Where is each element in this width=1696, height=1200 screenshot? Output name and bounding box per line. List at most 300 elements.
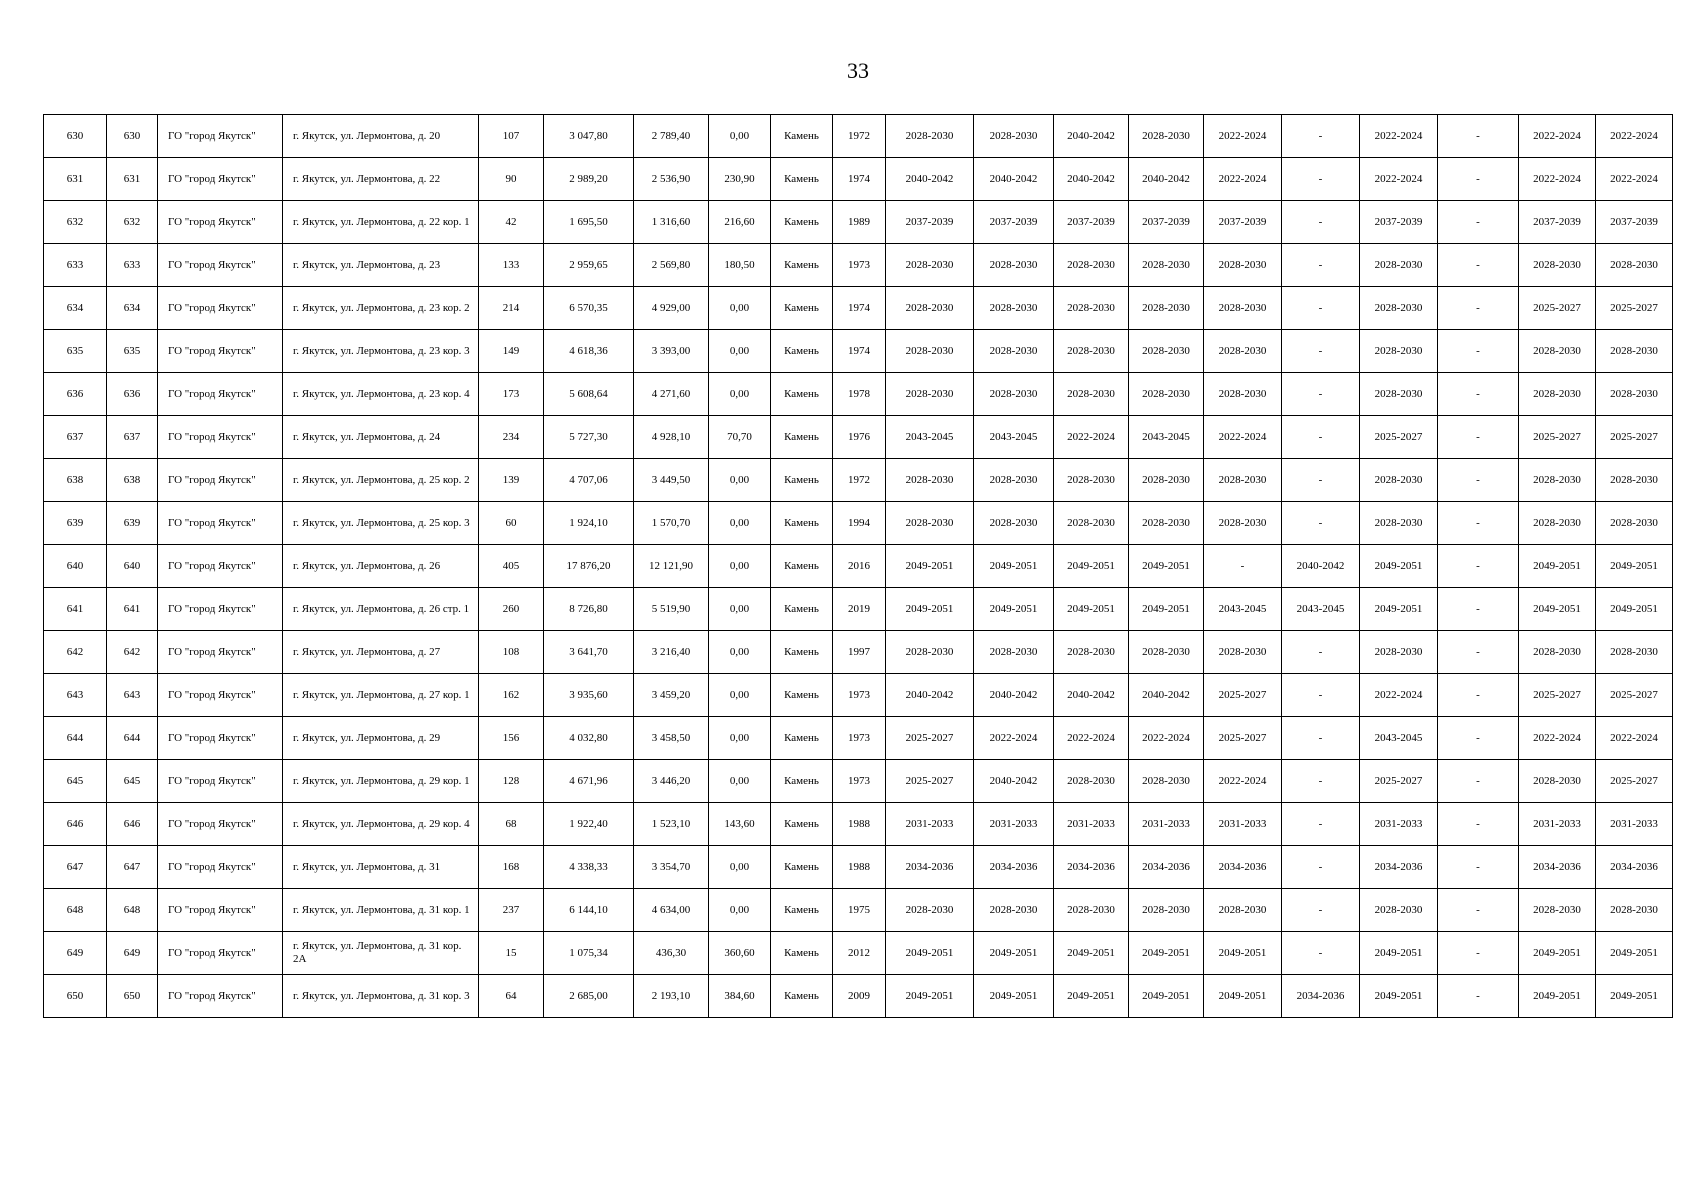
cell-wall-material: Камень: [771, 115, 833, 158]
table-row: [44, 760, 1673, 803]
cell-period-6: -: [1282, 201, 1360, 244]
cell-period-2: 2049-2051: [974, 588, 1054, 631]
cell-living-area: 2 789,40: [634, 115, 709, 158]
table-row: [44, 932, 1673, 975]
cell-period-8: -: [1438, 631, 1519, 674]
cell-nonresidential-area: 0,00: [709, 115, 771, 158]
cell-wall-material: Камень: [771, 717, 833, 760]
cell-period-5: 2028-2030: [1204, 244, 1282, 287]
cell-build-year: 2019: [833, 588, 886, 631]
cell-period-3: 2022-2024: [1054, 416, 1129, 459]
cell-period-3: 2028-2030: [1054, 760, 1129, 803]
table-row: [44, 287, 1673, 330]
cell-build-year: 2009: [833, 975, 886, 1018]
cell-period-6: -: [1282, 889, 1360, 932]
cell-period-6: -: [1282, 158, 1360, 201]
cell-nonresidential-area: 0,00: [709, 287, 771, 330]
cell-period-2: 2028-2030: [974, 287, 1054, 330]
cell-period-8: -: [1438, 760, 1519, 803]
cell-period-5: 2034-2036: [1204, 846, 1282, 889]
cell-period-10: 2049-2051: [1596, 545, 1673, 588]
table-row: [44, 373, 1673, 416]
cell-period-1: 2028-2030: [886, 373, 974, 416]
cell-period-5: 2028-2030: [1204, 373, 1282, 416]
cell-period-3: 2028-2030: [1054, 330, 1129, 373]
cell-wall-material: Камень: [771, 416, 833, 459]
cell-house-id: 631: [107, 158, 158, 201]
cell-period-10: 2025-2027: [1596, 674, 1673, 717]
cell-period-7: 2028-2030: [1360, 631, 1438, 674]
cell-build-year: 1978: [833, 373, 886, 416]
cell-period-7: 2049-2051: [1360, 975, 1438, 1018]
cell-period-2: 2022-2024: [974, 717, 1054, 760]
cell-period-9: 2049-2051: [1519, 975, 1596, 1018]
cell-period-7: 2049-2051: [1360, 932, 1438, 975]
cell-residents: 15: [479, 932, 544, 975]
cell-period-5: 2028-2030: [1204, 889, 1282, 932]
cell-period-2: 2028-2030: [974, 502, 1054, 545]
cell-period-6: -: [1282, 631, 1360, 674]
cell-period-1: 2025-2027: [886, 760, 974, 803]
cell-period-6: -: [1282, 760, 1360, 803]
cell-total-area: 1 695,50: [544, 201, 634, 244]
cell-period-10: 2025-2027: [1596, 287, 1673, 330]
cell-owner: ГО "город Якутск": [158, 373, 283, 416]
cell-house-id: 642: [107, 631, 158, 674]
cell-living-area: 2 193,10: [634, 975, 709, 1018]
cell-total-area: 3 641,70: [544, 631, 634, 674]
cell-period-5: 2049-2051: [1204, 975, 1282, 1018]
cell-nonresidential-area: 0,00: [709, 889, 771, 932]
cell-period-4: 2028-2030: [1129, 760, 1204, 803]
cell-period-6: -: [1282, 459, 1360, 502]
cell-period-9: 2022-2024: [1519, 717, 1596, 760]
cell-row-number: 643: [44, 674, 107, 717]
cell-build-year: 1974: [833, 287, 886, 330]
cell-period-1: 2028-2030: [886, 502, 974, 545]
cell-nonresidential-area: 0,00: [709, 760, 771, 803]
cell-period-10: 2025-2027: [1596, 416, 1673, 459]
cell-wall-material: Камень: [771, 201, 833, 244]
cell-row-number: 640: [44, 545, 107, 588]
cell-row-number: 631: [44, 158, 107, 201]
cell-period-7: 2049-2051: [1360, 545, 1438, 588]
cell-row-number: 642: [44, 631, 107, 674]
cell-period-8: -: [1438, 158, 1519, 201]
cell-period-7: 2028-2030: [1360, 459, 1438, 502]
cell-period-1: 2043-2045: [886, 416, 974, 459]
cell-period-7: 2025-2027: [1360, 416, 1438, 459]
cell-period-4: 2022-2024: [1129, 717, 1204, 760]
cell-period-9: 2028-2030: [1519, 373, 1596, 416]
cell-total-area: 5 727,30: [544, 416, 634, 459]
cell-house-id: 648: [107, 889, 158, 932]
cell-period-4: 2037-2039: [1129, 201, 1204, 244]
cell-living-area: 1 570,70: [634, 502, 709, 545]
cell-address: г. Якутск, ул. Лермонтова, д. 31 кор. 3: [283, 975, 479, 1018]
cell-period-4: 2028-2030: [1129, 287, 1204, 330]
cell-residents: 64: [479, 975, 544, 1018]
cell-owner: ГО "город Якутск": [158, 416, 283, 459]
cell-living-area: 3 216,40: [634, 631, 709, 674]
cell-period-1: 2028-2030: [886, 459, 974, 502]
table-row: [44, 588, 1673, 631]
cell-period-4: 2049-2051: [1129, 545, 1204, 588]
cell-residents: 139: [479, 459, 544, 502]
cell-owner: ГО "город Якутск": [158, 158, 283, 201]
cell-total-area: 17 876,20: [544, 545, 634, 588]
cell-period-7: 2037-2039: [1360, 201, 1438, 244]
cell-living-area: 3 458,50: [634, 717, 709, 760]
cell-living-area: 4 271,60: [634, 373, 709, 416]
cell-period-10: 2049-2051: [1596, 588, 1673, 631]
cell-address: г. Якутск, ул. Лермонтова, д. 20: [283, 115, 479, 158]
cell-period-1: 2034-2036: [886, 846, 974, 889]
cell-residents: 68: [479, 803, 544, 846]
cell-period-3: 2049-2051: [1054, 975, 1129, 1018]
cell-owner: ГО "город Якутск": [158, 545, 283, 588]
table-row: [44, 545, 1673, 588]
cell-wall-material: Камень: [771, 158, 833, 201]
cell-build-year: 1974: [833, 330, 886, 373]
cell-nonresidential-area: 180,50: [709, 244, 771, 287]
cell-house-id: 632: [107, 201, 158, 244]
cell-period-9: 2028-2030: [1519, 330, 1596, 373]
cell-period-9: 2031-2033: [1519, 803, 1596, 846]
cell-period-4: 2049-2051: [1129, 932, 1204, 975]
cell-period-8: -: [1438, 588, 1519, 631]
cell-period-5: 2022-2024: [1204, 115, 1282, 158]
cell-wall-material: Камень: [771, 803, 833, 846]
cell-wall-material: Камень: [771, 545, 833, 588]
cell-total-area: 1 922,40: [544, 803, 634, 846]
cell-address: г. Якутск, ул. Лермонтова, д. 25 кор. 3: [283, 502, 479, 545]
cell-period-3: 2049-2051: [1054, 932, 1129, 975]
cell-period-6: -: [1282, 287, 1360, 330]
cell-period-1: 2031-2033: [886, 803, 974, 846]
cell-living-area: 1 523,10: [634, 803, 709, 846]
cell-period-8: -: [1438, 889, 1519, 932]
cell-build-year: 2016: [833, 545, 886, 588]
cell-build-year: 1988: [833, 803, 886, 846]
cell-build-year: 1973: [833, 674, 886, 717]
cell-row-number: 647: [44, 846, 107, 889]
table-row: [44, 803, 1673, 846]
cell-build-year: 1973: [833, 244, 886, 287]
cell-period-5: -: [1204, 545, 1282, 588]
cell-build-year: 1994: [833, 502, 886, 545]
cell-residents: 162: [479, 674, 544, 717]
cell-period-9: 2034-2036: [1519, 846, 1596, 889]
cell-period-7: 2022-2024: [1360, 158, 1438, 201]
cell-period-10: 2028-2030: [1596, 502, 1673, 545]
table-row: [44, 674, 1673, 717]
cell-owner: ГО "город Якутск": [158, 760, 283, 803]
cell-period-9: 2022-2024: [1519, 115, 1596, 158]
cell-period-1: 2040-2042: [886, 158, 974, 201]
cell-address: г. Якутск, ул. Лермонтова, д. 31: [283, 846, 479, 889]
cell-period-9: 2022-2024: [1519, 158, 1596, 201]
cell-total-area: 6 570,35: [544, 287, 634, 330]
cell-residents: 107: [479, 115, 544, 158]
cell-total-area: 6 144,10: [544, 889, 634, 932]
cell-house-id: 641: [107, 588, 158, 631]
cell-period-9: 2028-2030: [1519, 459, 1596, 502]
cell-period-2: 2034-2036: [974, 846, 1054, 889]
cell-living-area: 3 354,70: [634, 846, 709, 889]
cell-nonresidential-area: 384,60: [709, 975, 771, 1018]
cell-address: г. Якутск, ул. Лермонтова, д. 23 кор. 2: [283, 287, 479, 330]
cell-period-7: 2025-2027: [1360, 760, 1438, 803]
cell-period-3: 2028-2030: [1054, 244, 1129, 287]
cell-house-id: 639: [107, 502, 158, 545]
cell-period-9: 2025-2027: [1519, 287, 1596, 330]
cell-period-5: 2025-2027: [1204, 717, 1282, 760]
cell-row-number: 648: [44, 889, 107, 932]
cell-period-9: 2028-2030: [1519, 889, 1596, 932]
cell-living-area: 5 519,90: [634, 588, 709, 631]
cell-total-area: 4 338,33: [544, 846, 634, 889]
cell-address: г. Якутск, ул. Лермонтова, д. 23: [283, 244, 479, 287]
cell-wall-material: Камень: [771, 889, 833, 932]
cell-living-area: 12 121,90: [634, 545, 709, 588]
cell-period-9: 2049-2051: [1519, 932, 1596, 975]
table-row: [44, 502, 1673, 545]
cell-row-number: 637: [44, 416, 107, 459]
cell-period-1: 2049-2051: [886, 975, 974, 1018]
cell-period-8: -: [1438, 846, 1519, 889]
cell-address: г. Якутск, ул. Лермонтова, д. 27: [283, 631, 479, 674]
cell-row-number: 639: [44, 502, 107, 545]
cell-address: г. Якутск, ул. Лермонтова, д. 29 кор. 1: [283, 760, 479, 803]
cell-period-4: 2028-2030: [1129, 373, 1204, 416]
cell-nonresidential-area: 0,00: [709, 545, 771, 588]
cell-period-6: -: [1282, 803, 1360, 846]
cell-living-area: 3 449,50: [634, 459, 709, 502]
cell-owner: ГО "город Якутск": [158, 803, 283, 846]
cell-period-8: -: [1438, 330, 1519, 373]
cell-period-6: -: [1282, 244, 1360, 287]
cell-house-id: 637: [107, 416, 158, 459]
cell-owner: ГО "город Якутск": [158, 932, 283, 975]
cell-house-id: 645: [107, 760, 158, 803]
cell-period-10: 2028-2030: [1596, 330, 1673, 373]
cell-period-5: 2043-2045: [1204, 588, 1282, 631]
cell-nonresidential-area: 0,00: [709, 373, 771, 416]
cell-living-area: 2 569,80: [634, 244, 709, 287]
cell-owner: ГО "город Якутск": [158, 244, 283, 287]
cell-period-5: 2025-2027: [1204, 674, 1282, 717]
cell-period-8: -: [1438, 674, 1519, 717]
cell-house-id: 634: [107, 287, 158, 330]
cell-period-5: 2028-2030: [1204, 287, 1282, 330]
cell-house-id: 635: [107, 330, 158, 373]
cell-period-2: 2028-2030: [974, 889, 1054, 932]
cell-total-area: 2 685,00: [544, 975, 634, 1018]
cell-build-year: 1973: [833, 717, 886, 760]
cell-period-6: -: [1282, 416, 1360, 459]
cell-house-id: 636: [107, 373, 158, 416]
cell-house-id: 630: [107, 115, 158, 158]
cell-period-10: 2028-2030: [1596, 244, 1673, 287]
cell-period-10: 2049-2051: [1596, 975, 1673, 1018]
cell-address: г. Якутск, ул. Лермонтова, д. 25 кор. 2: [283, 459, 479, 502]
cell-living-area: 1 316,60: [634, 201, 709, 244]
cell-period-9: 2028-2030: [1519, 760, 1596, 803]
cell-period-2: 2028-2030: [974, 115, 1054, 158]
cell-period-8: -: [1438, 803, 1519, 846]
cell-period-9: 2049-2051: [1519, 545, 1596, 588]
cell-period-9: 2028-2030: [1519, 502, 1596, 545]
cell-nonresidential-area: 0,00: [709, 717, 771, 760]
cell-build-year: 1972: [833, 115, 886, 158]
cell-living-area: 2 536,90: [634, 158, 709, 201]
cell-owner: ГО "город Якутск": [158, 459, 283, 502]
cell-total-area: 3 935,60: [544, 674, 634, 717]
cell-owner: ГО "город Якутск": [158, 115, 283, 158]
cell-period-4: 2028-2030: [1129, 115, 1204, 158]
table-body: [44, 115, 1673, 1018]
cell-owner: ГО "город Якутск": [158, 588, 283, 631]
cell-period-2: 2040-2042: [974, 158, 1054, 201]
cell-row-number: 641: [44, 588, 107, 631]
cell-total-area: 4 032,80: [544, 717, 634, 760]
cell-period-4: 2028-2030: [1129, 244, 1204, 287]
cell-period-5: 2028-2030: [1204, 502, 1282, 545]
cell-period-5: 2049-2051: [1204, 932, 1282, 975]
cell-house-id: 649: [107, 932, 158, 975]
cell-address: г. Якутск, ул. Лермонтова, д. 29: [283, 717, 479, 760]
cell-period-3: 2028-2030: [1054, 459, 1129, 502]
cell-total-area: 2 989,20: [544, 158, 634, 201]
cell-period-2: 2028-2030: [974, 459, 1054, 502]
cell-residents: 405: [479, 545, 544, 588]
cell-period-4: 2028-2030: [1129, 330, 1204, 373]
cell-period-7: 2028-2030: [1360, 287, 1438, 330]
cell-owner: ГО "город Якутск": [158, 287, 283, 330]
cell-period-10: 2025-2027: [1596, 760, 1673, 803]
cell-build-year: 1972: [833, 459, 886, 502]
cell-wall-material: Камень: [771, 846, 833, 889]
cell-period-2: 2031-2033: [974, 803, 1054, 846]
cell-period-9: 2028-2030: [1519, 631, 1596, 674]
cell-address: г. Якутск, ул. Лермонтова, д. 31 кор. 2А: [283, 932, 479, 975]
cell-living-area: 3 459,20: [634, 674, 709, 717]
cell-wall-material: Камень: [771, 330, 833, 373]
cell-period-7: 2034-2036: [1360, 846, 1438, 889]
cell-period-6: -: [1282, 932, 1360, 975]
cell-period-2: 2040-2042: [974, 760, 1054, 803]
cell-period-4: 2034-2036: [1129, 846, 1204, 889]
cell-period-7: 2028-2030: [1360, 330, 1438, 373]
cell-build-year: 1974: [833, 158, 886, 201]
cell-period-4: 2043-2045: [1129, 416, 1204, 459]
cell-total-area: 4 618,36: [544, 330, 634, 373]
cell-period-7: 2031-2033: [1360, 803, 1438, 846]
cell-period-3: 2028-2030: [1054, 889, 1129, 932]
cell-period-2: 2028-2030: [974, 373, 1054, 416]
cell-nonresidential-area: 70,70: [709, 416, 771, 459]
cell-wall-material: Камень: [771, 588, 833, 631]
cell-nonresidential-area: 230,90: [709, 158, 771, 201]
cell-owner: ГО "город Якутск": [158, 674, 283, 717]
cell-period-3: 2028-2030: [1054, 502, 1129, 545]
cell-period-1: 2049-2051: [886, 932, 974, 975]
cell-period-2: 2049-2051: [974, 975, 1054, 1018]
cell-period-9: 2025-2027: [1519, 674, 1596, 717]
cell-period-8: -: [1438, 287, 1519, 330]
cell-residents: 60: [479, 502, 544, 545]
cell-period-10: 2022-2024: [1596, 115, 1673, 158]
cell-period-6: -: [1282, 502, 1360, 545]
table-row: [44, 416, 1673, 459]
cell-period-2: 2028-2030: [974, 330, 1054, 373]
cell-period-3: 2028-2030: [1054, 373, 1129, 416]
cell-period-3: 2028-2030: [1054, 287, 1129, 330]
cell-period-10: 2031-2033: [1596, 803, 1673, 846]
cell-period-7: 2028-2030: [1360, 502, 1438, 545]
cell-owner: ГО "город Якутск": [158, 846, 283, 889]
cell-nonresidential-area: 0,00: [709, 674, 771, 717]
cell-period-6: -: [1282, 373, 1360, 416]
cell-period-8: -: [1438, 244, 1519, 287]
cell-wall-material: Камень: [771, 760, 833, 803]
cell-period-8: -: [1438, 373, 1519, 416]
cell-period-10: 2028-2030: [1596, 373, 1673, 416]
cell-period-8: -: [1438, 502, 1519, 545]
cell-period-1: 2040-2042: [886, 674, 974, 717]
cell-period-9: 2037-2039: [1519, 201, 1596, 244]
cell-wall-material: Камень: [771, 373, 833, 416]
table-row: [44, 459, 1673, 502]
cell-period-2: 2040-2042: [974, 674, 1054, 717]
cell-address: г. Якутск, ул. Лермонтова, д. 22: [283, 158, 479, 201]
cell-build-year: 1988: [833, 846, 886, 889]
cell-address: г. Якутск, ул. Лермонтова, д. 27 кор. 1: [283, 674, 479, 717]
cell-nonresidential-area: 0,00: [709, 330, 771, 373]
cell-house-id: 650: [107, 975, 158, 1018]
table-row: [44, 201, 1673, 244]
cell-period-2: 2049-2051: [974, 545, 1054, 588]
cell-address: г. Якутск, ул. Лермонтова, д. 23 кор. 4: [283, 373, 479, 416]
cell-living-area: 3 393,00: [634, 330, 709, 373]
cell-period-3: 2049-2051: [1054, 588, 1129, 631]
cell-owner: ГО "город Якутск": [158, 201, 283, 244]
table-row: [44, 889, 1673, 932]
cell-residents: 173: [479, 373, 544, 416]
cell-row-number: 633: [44, 244, 107, 287]
cell-period-8: -: [1438, 459, 1519, 502]
cell-total-area: 8 726,80: [544, 588, 634, 631]
cell-row-number: 649: [44, 932, 107, 975]
cell-period-3: 2022-2024: [1054, 717, 1129, 760]
cell-period-8: -: [1438, 717, 1519, 760]
cell-period-3: 2034-2036: [1054, 846, 1129, 889]
cell-house-id: 647: [107, 846, 158, 889]
cell-build-year: 1976: [833, 416, 886, 459]
cell-residents: 156: [479, 717, 544, 760]
housing-register-table: [43, 114, 1673, 1018]
cell-living-area: 436,30: [634, 932, 709, 975]
cell-period-6: 2043-2045: [1282, 588, 1360, 631]
cell-period-2: 2049-2051: [974, 932, 1054, 975]
cell-period-1: 2028-2030: [886, 115, 974, 158]
cell-row-number: 634: [44, 287, 107, 330]
cell-wall-material: Камень: [771, 932, 833, 975]
cell-wall-material: Камень: [771, 674, 833, 717]
cell-period-8: -: [1438, 115, 1519, 158]
cell-period-8: -: [1438, 416, 1519, 459]
